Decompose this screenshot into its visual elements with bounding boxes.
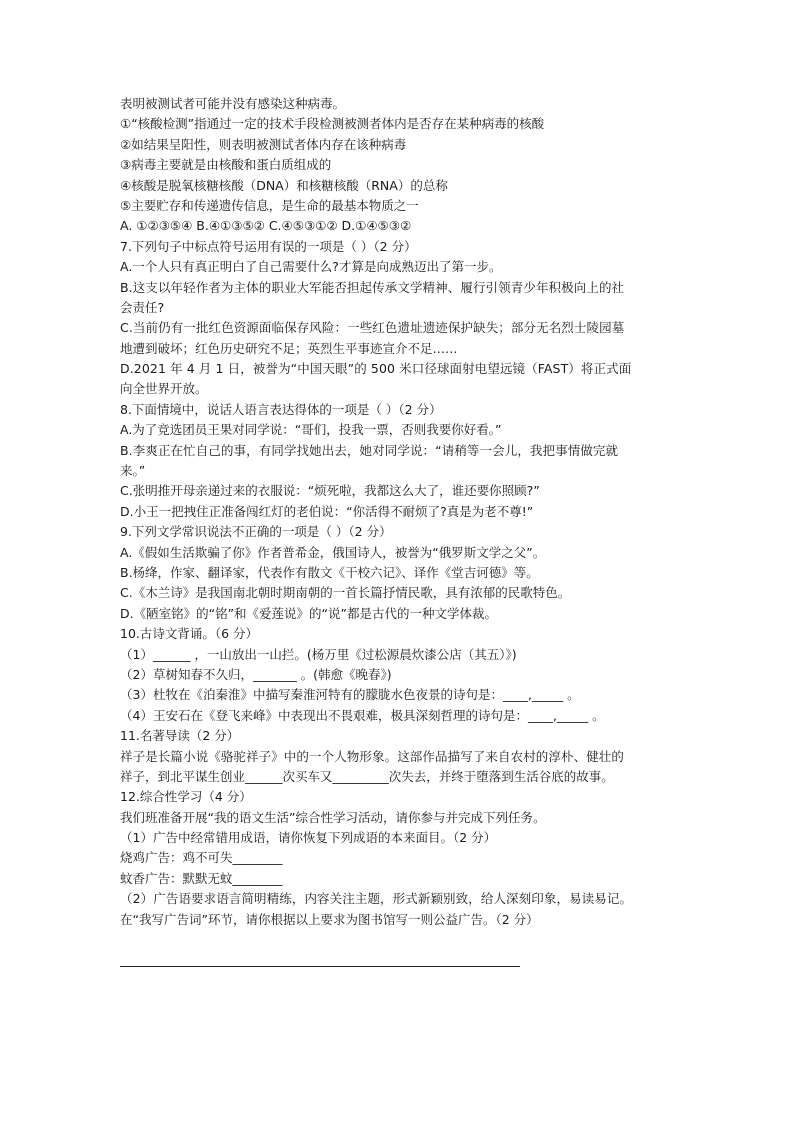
text-line-29: （2）草树知春不久归，_______ 。(韩愈《晚春》) (120, 666, 392, 682)
text-line-2: ①“核酸检测”指通过一定的技术手段检测被测者体内是否存在某种病毒的核酸 (120, 116, 545, 132)
text-line-40: （2）广告语要求语言简明精练，内容关注主题，形式新颖别致，给人深刻印象，易读易记。 (120, 891, 633, 907)
text-line-19: 来。” (120, 463, 146, 479)
answer-blank-line (120, 966, 520, 967)
text-line-10: B.这支以年轻作者为主体的职业大军能否担起传承文学精神、履行引领青少年积极向上的社 (120, 279, 625, 295)
text-line-23: A.《假如生活欺骗了你》作者普希金，俄国诗人，被誉为“俄罗斯文学之父”。 (120, 544, 546, 560)
text-line-14: D.2021 年 4 月 1 日，被誉为“中国天眼”的 500 米口径球面射电望远镜（FAST）将正式面 (120, 361, 632, 377)
text-line-36: 我们班准备开展“我的语文生活”综合性学习活动，请你参与并完成下列任务。 (120, 809, 546, 825)
text-line-39: 蚊香广告：默默无蚊________ (120, 870, 283, 886)
text-line-38: 烧鸡广告：鸡不可失________ (120, 850, 283, 866)
text-line-24: B.杨绛，作家、翻译家，代表作有散文《干校六记》、译作《堂吉诃德》等。 (120, 564, 539, 580)
text-line-34: 祥子，到北平谋生创业______次买车又_________次失去，并终于堕落到生活谷底的故事。 (120, 768, 614, 784)
text-line-3: ②如结果呈阳性，则表明被测试者体内存在该种病毒 (120, 136, 407, 152)
text-line-16: 8.下面情境中，说话人语言表达得体的一项是（ ）（2 分） (120, 401, 442, 417)
text-line-9: A.一个人只有真正明白了自己需要什么?才算是向成熟迈出了第一步。 (120, 259, 502, 275)
text-line-18: B.李爽正在忙自己的事，有同学找她出去，她对同学说：“请稍等一会儿，我把事情做完就 (120, 442, 619, 458)
text-line-20: C.张明推开母亲递过来的衣服说：“烦死啦，我都这么大了，谁还要你照顾?” (120, 483, 540, 499)
text-line-41: 在“我写广告词”环节，请你根据以上要求为图书馆写一则公益广告。（2 分） (120, 911, 539, 927)
text-line-25: C.《木兰诗》是我国南北朝时期南朝的一首长篇抒情民歌，具有浓郁的民歌特色。 (120, 585, 571, 601)
text-line-17: A.为了竞选团员王果对同学说：“哥们，投我一票，否则我要你好看。” (120, 422, 502, 438)
text-line-37: （1）广告中经常错用成语，请你恢复下列成语的本来面目。（2 分） (120, 830, 497, 846)
text-line-4: ③病毒主要就是由核酸和蛋白质组成的 (120, 157, 332, 173)
text-line-7: A. ①②③⑤④ B.④①③⑤② C.④⑤③①② D.①④⑤③② (120, 218, 412, 234)
text-line-21: D.小王一把拽住正准备闯红灯的老伯说：“你活得不耐烦了?真是为老不尊!” (120, 503, 534, 519)
text-line-27: 10.古诗文背诵。（6 分） (120, 626, 259, 642)
text-line-33: 祥子是长篇小说《骆驼祥子》中的一个人物形象。这部作品描写了来自农村的淳朴、健壮的 (120, 748, 625, 764)
text-line-5: ④核酸是脱氧核糖核酸（DNA）和核糖核酸（RNA）的总称 (120, 177, 448, 193)
text-line-28: （1）______ ，一山放出一山拦。(杨万里《过松源晨炊漆公店（其五）》) (120, 646, 517, 662)
text-line-26: D.《陋室铭》的“铭”和《爱莲说》的“说”都是古代的一种文学体裁。 (120, 605, 498, 621)
text-line-31: （4）王安石在《登飞来峰》中表现出不畏艰难，极具深刻哲理的诗句是：____,_____ 。 (120, 707, 605, 723)
text-line-22: 9.下列文学常识说法不正确的一项是（ ）（2 分） (120, 524, 392, 540)
text-line-8: 7.下列句子中标点符号运用有误的一项是（ ）（2 分） (120, 238, 417, 254)
document-page (120, 94, 680, 930)
text-line-6: ⑤主要贮存和传递遗传信息，是生命的最基本物质之一 (120, 197, 419, 213)
text-line-13: 地遭到破坏；红色历史研究不足；英烈生平事迹宣介不足…… (120, 340, 458, 356)
text-line-15: 向全世界开放。 (120, 381, 208, 397)
text-line-12: C.当前仍有一批红色资源面临保存风险：一些红色遗址遗迹保护缺失；部分无名烈士陵园墓 (120, 320, 625, 336)
text-line-1: 表明被测试者可能并没有感染这种病毒。 (120, 96, 346, 111)
text-line-35: 12.综合性学习（4 分） (120, 789, 252, 805)
text-line-30: （3）杜牧在《泊秦淮》中描写秦淮河特有的朦胧水色夜景的诗句是：____,_____ 。 (120, 687, 580, 703)
text-line-32: 11.名著导读（2 分） (120, 728, 240, 744)
text-line-11: 会责任? (120, 299, 165, 315)
